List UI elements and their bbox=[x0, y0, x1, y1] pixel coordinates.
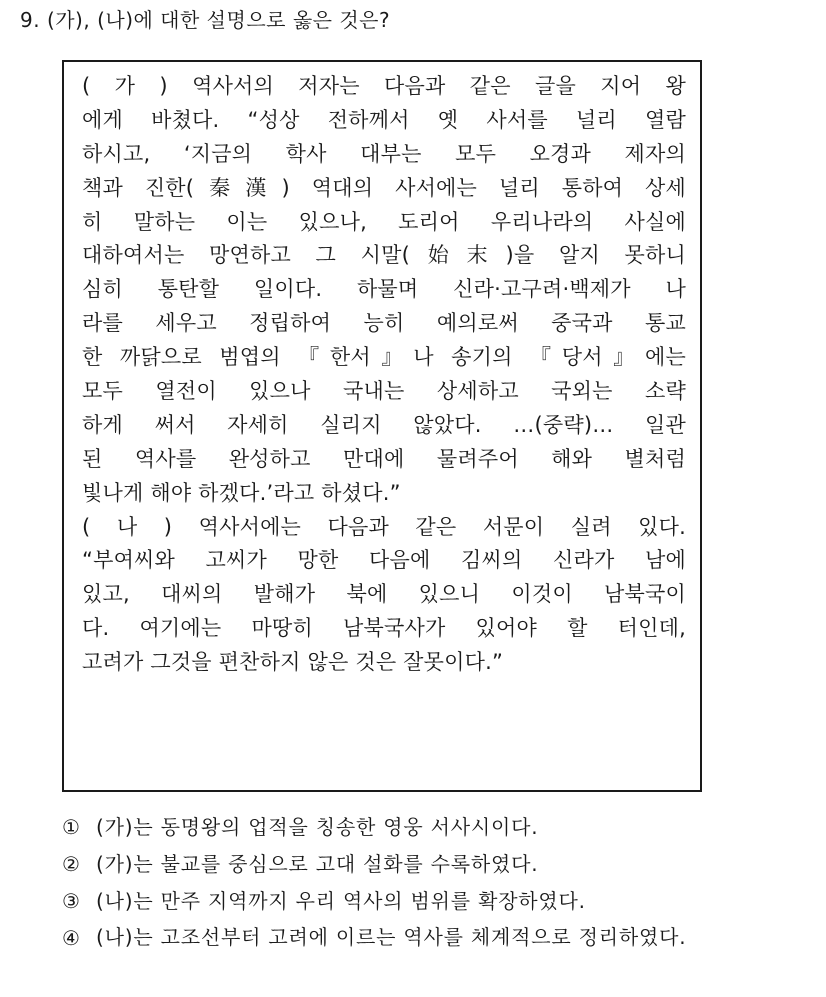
passage-line: 한 까닭으로 범엽의 『한서』나 송기의 『당서』에는 bbox=[82, 345, 686, 370]
option-text: (가)는 동명왕의 업적을 칭송한 영웅 서사시이다. bbox=[96, 815, 539, 839]
option-1[interactable] bbox=[62, 812, 782, 842]
question-stem: 9. (가), (나)에 대한 설명으로 옳은 것은? bbox=[20, 8, 391, 32]
option-number: ① bbox=[62, 815, 81, 839]
passage-box bbox=[62, 60, 702, 792]
passage-line: 대하여서는 망연하고 그 시말(始末)을 알지 못하니 bbox=[82, 243, 686, 268]
answer-options bbox=[62, 812, 782, 960]
passage-line: 빛나게 해야 하겠다.’라고 하셨다.” bbox=[82, 480, 401, 505]
passage-line: 고려가 그것을 편찬하지 않은 것은 잘못이다.” bbox=[82, 650, 504, 675]
passage-line: 라를 세우고 정립하여 능히 예의로써 중국과 통교 bbox=[82, 311, 686, 336]
passage-line: 심히 통탄할 일이다. 하물며 신라·고구려·백제가 나 bbox=[82, 277, 686, 302]
option-text: (나)는 고조선부터 고려에 이르는 역사를 체계적으로 정리하였다. bbox=[96, 925, 687, 949]
option-number: ③ bbox=[62, 889, 81, 913]
passage-line: ( 나 ) 역사서에는 다음과 같은 서문이 실려 있다. bbox=[82, 514, 686, 539]
passage-line: “부여씨와 고씨가 망한 다음에 김씨의 신라가 남에 bbox=[82, 548, 686, 573]
passage-line: ( 가 ) 역사서의 저자는 다음과 같은 글을 지어 왕 bbox=[82, 74, 686, 98]
option-2[interactable] bbox=[62, 849, 782, 879]
option-text: (나)는 만주 지역까지 우리 역사의 범위를 확장하였다. bbox=[96, 889, 586, 913]
passage-line: 다. 여기에는 마땅히 남북국사가 있어야 할 터인데, bbox=[82, 616, 686, 641]
passage-line: 모두 열전이 있으나 국내는 상세하고 국외는 소략 bbox=[82, 379, 686, 404]
option-4[interactable] bbox=[62, 923, 782, 953]
option-number: ② bbox=[62, 852, 81, 876]
option-number: ④ bbox=[62, 926, 81, 950]
passage-line: 하게 써서 자세히 실리지 않았다. …(중략)… 일관 bbox=[82, 412, 686, 437]
passage-line: 있고, 대씨의 발해가 북에 있으니 이것이 남북국이 bbox=[82, 582, 686, 607]
passage-line: 하시고, ‘지금의 학사 대부는 모두 오경과 제자의 bbox=[82, 141, 686, 166]
passage-line: 된 역사를 완성하고 만대에 물려주어 해와 별처럼 bbox=[82, 446, 686, 471]
passage-line: 책과 진한(秦漢) 역대의 사서에는 널리 통하여 상세 bbox=[82, 175, 686, 200]
passage-line: 에게 바쳤다. “성상 전하께서 옛 사서를 널리 열람 bbox=[82, 107, 686, 132]
passage-line: 히 말하는 이는 있으나, 도리어 우리나라의 사실에 bbox=[82, 209, 686, 234]
option-3[interactable] bbox=[62, 886, 782, 916]
option-text: (가)는 불교를 중심으로 고대 설화를 수록하였다. bbox=[96, 852, 539, 876]
